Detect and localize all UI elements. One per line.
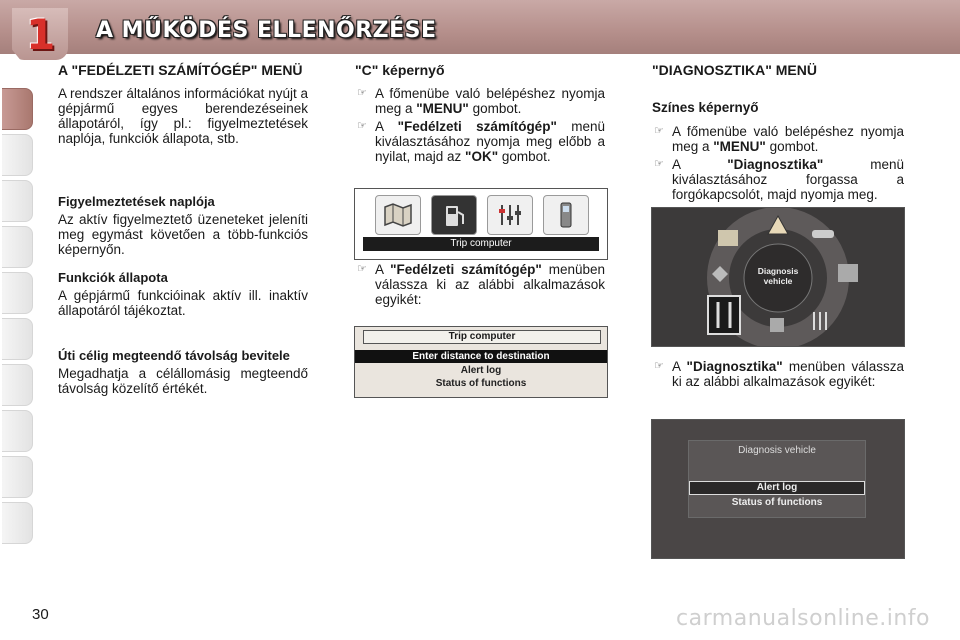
pointing-hand-icon: ☞ [654,125,664,137]
section-distance-entry [58,348,308,396]
pointing-hand-icon: ☞ [654,360,664,372]
c-screen-selection-bar: Trip computer [363,237,599,251]
column-trip-computer-menu [58,62,308,396]
step-text: menü kiválasztásához nyomja meg előbb a nyilat, majd az [375,119,605,164]
section-alert-log [58,194,308,257]
watermark: carmanualsonline.info [676,606,930,631]
menu-item-status[interactable]: Status of functions [435,378,527,389]
pointing-hand-icon: ☞ [357,87,367,99]
color-screen-diagnosis-menu [651,419,905,559]
chapter-number: 1 [26,10,56,59]
menu-item-distance[interactable]: Enter distance to destination [355,350,607,363]
step-text: menüben válassza ki az alábbi alkalmazások egyikét: [672,359,904,389]
step-text: menüben válassza ki az alábbi alkalmazások egyikét: [375,262,605,307]
fuel-pump-icon [431,195,477,235]
step-text: A [375,262,391,277]
menu-name: "Fedélzeti számítógép" [390,262,542,277]
section-status-functions [58,270,308,318]
step-text: menü kiválasztásához forgassa a forgókapcsolót, majd nyomja meg. [672,157,904,202]
subsection-text: Az aktív figyelmeztető üzeneteket jeleníti meg egymást követően a több-funkciós képernyőn. [58,212,308,257]
step-text: A [375,119,398,134]
chapter-tab-1[interactable] [2,88,33,130]
car-icon [812,230,834,238]
c-screen-main-menu [354,188,608,260]
section-heading: "C" képernyő [355,62,445,78]
equalizer-icon [487,195,533,235]
instruction-step [652,359,904,389]
chapter-tab-3[interactable] [2,180,33,222]
menu-title: Trip computer [363,330,601,344]
chapter-tab-9[interactable] [2,456,33,498]
menu-button-label: "MENU" [416,101,469,116]
step-text: A [672,157,728,172]
step-text: gombot. [498,149,551,164]
chapter-tab-8[interactable] [2,410,33,452]
phone-icon [543,195,589,235]
map-icon [375,195,421,235]
subsection-text: Megadhatja a célállomásig megteendő távolság közelítő értékét. [58,366,308,396]
step-text: A főmenübe való belépéshez nyomja meg a [375,86,605,116]
instruction-step [355,262,605,307]
chapter-tab-2[interactable] [2,134,33,176]
menu-name: "Diagnosztika" [686,359,783,374]
menu-item-alert-log[interactable]: Alert log [689,481,865,495]
menu-name: "Fedélzeti számítógép" [397,119,557,134]
menu-name: "Diagnosztika" [727,157,824,172]
page-number: 30 [32,606,49,623]
pointing-hand-icon: ☞ [654,158,664,170]
pointing-hand-icon: ☞ [357,120,367,132]
menu-button-label: "MENU" [713,139,766,154]
subsection-heading: Színes képernyő [652,100,759,115]
step-text: gombot. [765,139,819,154]
chapter-tab-5[interactable] [2,272,33,314]
instruction-step [652,157,904,202]
section-heading: A "FEDÉLZETI SZÁMÍTÓGÉP" MENÜ [58,62,303,78]
chapter-tab-strip [0,54,36,580]
menu-item-alert-log[interactable]: Alert log [460,365,502,376]
c-screen-trip-menu [354,326,608,398]
page-title: A MŰKÖDÉS ELLENŐRZÉSE [96,18,437,43]
phone-icon [770,318,784,332]
chapter-tab-4[interactable] [2,226,33,268]
instruction-step [652,124,904,154]
subsection-title: Figyelmeztetések naplója [58,194,215,209]
ok-button-label: "OK" [465,149,499,164]
section-heading: "DIAGNOSZTIKA" MENÜ [652,62,817,78]
chapter-tab-6[interactable] [2,318,33,360]
diagnosis-panel [688,440,866,518]
instruction-step [355,86,605,116]
step-text: A [672,359,687,374]
menu-item-status[interactable]: Status of functions [731,497,823,508]
color-screen-main-menu [651,207,905,347]
pointing-hand-icon: ☞ [357,263,367,275]
step-text: A főmenübe való belépéshez nyomja meg a [672,124,904,154]
map-icon [718,230,738,246]
intro-text: A rendszer általános információkat nyújt a gépjármű egyes berendezéseinek állapotáról, így pl.: figyelmeztetések naplója, funkciók állapota, stb. [58,86,308,146]
subsection-title: Úti célig megteendő távolság bevitele [58,348,290,363]
music-icon [838,264,858,282]
diagnosis-vehicle-label: Diagnosis vehicle [757,266,799,286]
chapter-tab-10[interactable] [2,502,33,544]
instruction-step [355,119,605,164]
step-text: gombot. [468,101,522,116]
chapter-tab-7[interactable] [2,364,33,406]
wrench-icon [708,296,740,334]
subsection-title: Funkciók állapota [58,270,168,285]
subsection-text: A gépjármű funkcióinak aktív ill. inaktív állapotáról tájékoztat. [58,288,308,318]
menu-title: Diagnosis vehicle [738,445,816,456]
